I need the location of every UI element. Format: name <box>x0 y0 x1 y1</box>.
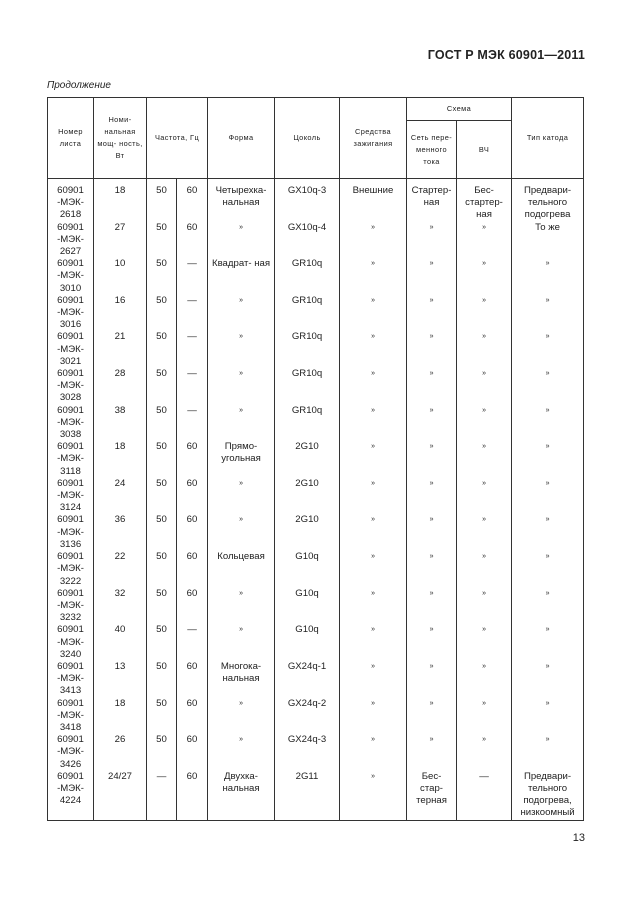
table-cell: » <box>340 295 407 332</box>
table-row <box>48 771 584 820</box>
table-cell: 24 <box>94 478 147 515</box>
table-cell: 60901 -МЭК- 3222 <box>48 551 94 588</box>
table-cell: » <box>512 295 584 332</box>
table-cell: — <box>177 405 208 442</box>
table-cell: » <box>512 368 584 405</box>
table-cell: » <box>457 734 512 771</box>
table-cell: 50 <box>147 405 177 442</box>
table-cell: » <box>340 222 407 259</box>
table-cell: Предвари- тельного подогрева <box>512 179 584 222</box>
table-row <box>48 734 584 771</box>
table-cell: 60901 -МЭК- 3010 <box>48 258 94 295</box>
table-cell: 60901 -МЭК- 3232 <box>48 588 94 625</box>
table-cell: — <box>457 771 512 820</box>
table-cell: 60901 -МЭК- 4224 <box>48 771 94 820</box>
table-cell: 18 <box>94 698 147 735</box>
table-cell: 26 <box>94 734 147 771</box>
table-cell: » <box>457 368 512 405</box>
table-cell: 50 <box>147 478 177 515</box>
table-cell: » <box>407 588 457 625</box>
table-cell: » <box>457 514 512 551</box>
table-cell: » <box>340 551 407 588</box>
table-cell: 50 <box>147 295 177 332</box>
table-cell: 60901 -МЭК- 3426 <box>48 734 94 771</box>
table-cell: 50 <box>147 331 177 368</box>
table-cell: 38 <box>94 405 147 442</box>
table-cell: » <box>407 258 457 295</box>
table-cell: » <box>512 478 584 515</box>
table-cell: — <box>177 258 208 295</box>
table-cell: 60 <box>177 514 208 551</box>
table-cell: — <box>177 295 208 332</box>
table-cell: 27 <box>94 222 147 259</box>
table-cell: » <box>512 514 584 551</box>
table-cell: » <box>407 331 457 368</box>
table-cell: GR10q <box>275 295 340 332</box>
table-cell: Внешние <box>340 179 407 222</box>
table-cell: 50 <box>147 258 177 295</box>
table-cell: » <box>208 368 275 405</box>
table-cell: 50 <box>147 514 177 551</box>
table-cell: 60 <box>177 698 208 735</box>
table-cell: » <box>512 624 584 661</box>
table-cell: » <box>512 258 584 295</box>
table-cell: » <box>407 222 457 259</box>
table-cell: 2G10 <box>275 514 340 551</box>
table-cell: 60901 -МЭК- 3413 <box>48 661 94 698</box>
table-cell: » <box>208 331 275 368</box>
table-cell: » <box>457 478 512 515</box>
table-cell: GX10q-3 <box>275 179 340 222</box>
table-cell: » <box>457 624 512 661</box>
table-row <box>48 661 584 698</box>
table-cell: G10q <box>275 588 340 625</box>
table-cell: Стартер- ная <box>407 179 457 222</box>
table-cell: » <box>208 405 275 442</box>
table-cell: » <box>457 222 512 259</box>
table-cell: » <box>457 698 512 735</box>
table-cell: » <box>407 295 457 332</box>
table-cell: 50 <box>147 661 177 698</box>
table-cell: » <box>407 441 457 478</box>
table-cell: » <box>407 514 457 551</box>
table-cell: 50 <box>147 588 177 625</box>
table-body <box>48 179 584 821</box>
table-cell: 50 <box>147 222 177 259</box>
table-cell: » <box>208 478 275 515</box>
table-cell: 10 <box>94 258 147 295</box>
table-cell: 50 <box>147 551 177 588</box>
table-cell: » <box>340 588 407 625</box>
table-cell: » <box>407 405 457 442</box>
table-cell: » <box>340 734 407 771</box>
table-cell: 18 <box>94 441 147 478</box>
table-cell: 60 <box>177 222 208 259</box>
table-row <box>48 258 584 295</box>
table-cell: 60901 -МЭК- 3016 <box>48 295 94 332</box>
table-cell: » <box>208 734 275 771</box>
table-cell: » <box>457 295 512 332</box>
table-cell: 24/27 <box>94 771 147 820</box>
header-scheme: Схема <box>407 98 512 121</box>
table-cell: » <box>407 551 457 588</box>
table-cell: Квадрат- ная <box>208 258 275 295</box>
table-cell: 60 <box>177 588 208 625</box>
header-shape: Форма <box>208 98 275 179</box>
table-cell: » <box>512 734 584 771</box>
table-cell: 13 <box>94 661 147 698</box>
table-cell: 60901 -МЭК- 3038 <box>48 405 94 442</box>
table-row <box>48 588 584 625</box>
table-row <box>48 368 584 405</box>
table-cell: 60901 -МЭК- 3021 <box>48 331 94 368</box>
table-cell: » <box>457 405 512 442</box>
table-cell: GR10q <box>275 405 340 442</box>
table-cell: » <box>208 222 275 259</box>
table-cell: 60 <box>177 478 208 515</box>
table-cell: » <box>512 441 584 478</box>
table-cell: 60 <box>177 179 208 222</box>
table-cell: Прямо- угольная <box>208 441 275 478</box>
table-cell: » <box>340 405 407 442</box>
table-cell: 32 <box>94 588 147 625</box>
table-cell: » <box>340 368 407 405</box>
table-cell: » <box>512 698 584 735</box>
table-cell: — <box>177 624 208 661</box>
table-cell: 28 <box>94 368 147 405</box>
table-cell: 50 <box>147 624 177 661</box>
table-cell: 40 <box>94 624 147 661</box>
continuation-caption: Продолжение <box>47 80 111 91</box>
table-cell: GX24q-3 <box>275 734 340 771</box>
table-cell: » <box>457 258 512 295</box>
table-cell: » <box>512 331 584 368</box>
table-row <box>48 441 584 478</box>
table-cell: GX24q-2 <box>275 698 340 735</box>
table-cell: 16 <box>94 295 147 332</box>
table-cell: 2G10 <box>275 478 340 515</box>
table-row <box>48 405 584 442</box>
table-cell: » <box>208 624 275 661</box>
header-cap: Цоколь <box>275 98 340 179</box>
table-cell: 60901 -МЭК- 3118 <box>48 441 94 478</box>
table-cell: » <box>512 551 584 588</box>
table-cell: » <box>340 258 407 295</box>
table-cell: GR10q <box>275 331 340 368</box>
table-cell: 60901 -МЭК- 2627 <box>48 222 94 259</box>
header-ac-mains: Сеть пере- менного тока <box>407 121 457 179</box>
page-number: 13 <box>572 832 585 844</box>
table-cell: 21 <box>94 331 147 368</box>
table-row <box>48 624 584 661</box>
table-cell: » <box>457 661 512 698</box>
table-cell: 50 <box>147 441 177 478</box>
table-cell: 36 <box>94 514 147 551</box>
table-cell: 60 <box>177 661 208 698</box>
table-cell: » <box>512 588 584 625</box>
table-cell: 50 <box>147 734 177 771</box>
table-cell: » <box>457 588 512 625</box>
table-cell: 60901 -МЭК- 3240 <box>48 624 94 661</box>
table-cell: 60 <box>177 441 208 478</box>
table-cell: Бес- стар- терная <box>407 771 457 820</box>
table-cell: GX24q-1 <box>275 661 340 698</box>
table-cell: Многока- нальная <box>208 661 275 698</box>
table-cell: 2G10 <box>275 441 340 478</box>
table-cell: 22 <box>94 551 147 588</box>
table-cell: — <box>177 331 208 368</box>
table-cell: » <box>407 698 457 735</box>
table-cell: 60901 -МЭК- 3418 <box>48 698 94 735</box>
table-cell: 60 <box>177 734 208 771</box>
table-cell: » <box>457 441 512 478</box>
header-sheet-number: Номер листа <box>48 98 94 179</box>
table-cell: » <box>208 698 275 735</box>
header-rated-power: Номи- нальная мощ- ность, Вт <box>94 98 147 179</box>
table-cell: » <box>340 771 407 820</box>
lamp-data-table <box>47 97 584 821</box>
table-cell: — <box>147 771 177 820</box>
table-cell: G10q <box>275 624 340 661</box>
table-cell: 50 <box>147 368 177 405</box>
table-cell: 60901 -МЭК- 3124 <box>48 478 94 515</box>
table-cell: 60901 -МЭК- 2618 <box>48 179 94 222</box>
table-cell: » <box>512 405 584 442</box>
table-row <box>48 222 584 259</box>
table-cell: » <box>457 331 512 368</box>
table-cell: » <box>340 331 407 368</box>
table-cell: » <box>208 588 275 625</box>
table-cell: » <box>457 551 512 588</box>
table-cell: 60 <box>177 771 208 820</box>
table-cell: » <box>340 441 407 478</box>
table-cell: То же <box>512 222 584 259</box>
table-cell: » <box>340 514 407 551</box>
table-cell: » <box>407 661 457 698</box>
standard-designation: ГОСТ Р МЭК 60901—2011 <box>427 48 585 62</box>
table-cell: » <box>512 661 584 698</box>
table-cell: » <box>340 478 407 515</box>
table-row <box>48 551 584 588</box>
table-row <box>48 698 584 735</box>
table-cell: G10q <box>275 551 340 588</box>
table-cell: 60 <box>177 551 208 588</box>
table-cell: Кольцевая <box>208 551 275 588</box>
table-row <box>48 295 584 332</box>
header-cathode-type: Тип катода <box>512 98 584 179</box>
table-cell: » <box>340 661 407 698</box>
table-cell: GR10q <box>275 368 340 405</box>
table-cell: » <box>407 478 457 515</box>
table-cell: — <box>177 368 208 405</box>
header-hf: ВЧ <box>457 121 512 179</box>
table-cell: » <box>407 368 457 405</box>
table-cell: » <box>407 734 457 771</box>
table-cell: Бес- стартер- ная <box>457 179 512 222</box>
table-row <box>48 331 584 368</box>
table-cell: 60901 -МЭК- 3028 <box>48 368 94 405</box>
table-cell: » <box>407 624 457 661</box>
table-cell: 60901 -МЭК- 3136 <box>48 514 94 551</box>
table-cell: 50 <box>147 698 177 735</box>
table-cell: GR10q <box>275 258 340 295</box>
table-cell: » <box>208 295 275 332</box>
table-cell: 50 <box>147 179 177 222</box>
table-cell: Четырехка- нальная <box>208 179 275 222</box>
header-frequency: Частота, Гц <box>147 98 208 179</box>
table-cell: 2G11 <box>275 771 340 820</box>
table-cell: Предвари- тельного подогрева, низкоомный <box>512 771 584 820</box>
table-cell: » <box>340 624 407 661</box>
table-cell: Двухка- нальная <box>208 771 275 820</box>
table-row <box>48 478 584 515</box>
table-cell: 18 <box>94 179 147 222</box>
table-cell: GX10q-4 <box>275 222 340 259</box>
table-cell: » <box>208 514 275 551</box>
header-ignition: Средства зажигания <box>340 98 407 179</box>
table-cell: » <box>340 698 407 735</box>
table-row <box>48 514 584 551</box>
table-row <box>48 179 584 222</box>
